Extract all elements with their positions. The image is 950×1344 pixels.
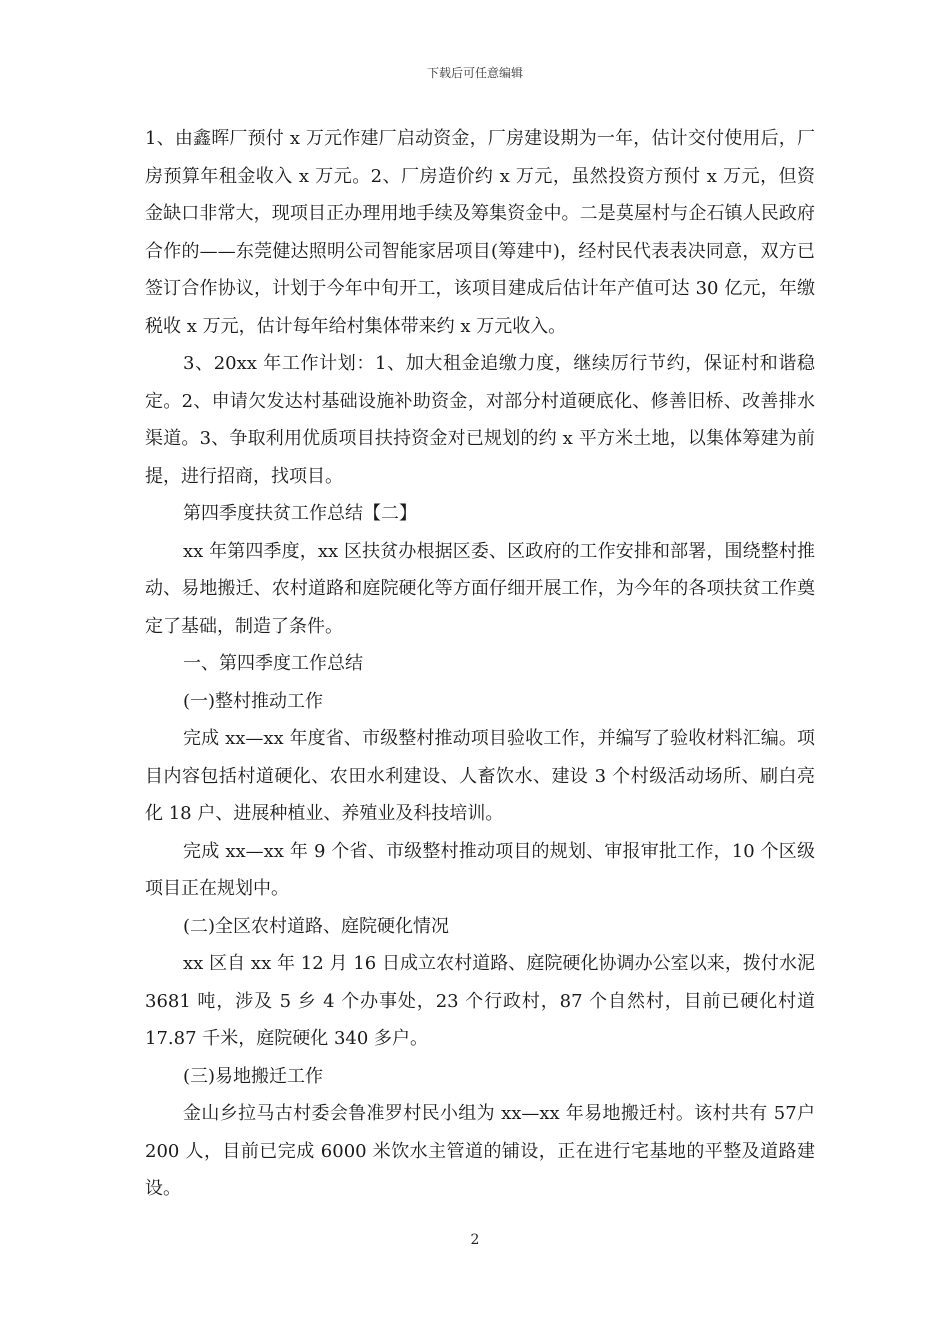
paragraph: xx 年第四季度，xx 区扶贫办根据区委、区政府的工作安排和部署，围绕整村推动、易地搬迁、农村道路和庭院硬化等方面仔细开展工作，为今年的各项扶贫工作奠定了基础，制造了条件。: [145, 540, 815, 637]
section-heading: 第四季度扶贫工作总结【二】: [183, 503, 417, 524]
paragraph: 金山乡拉马古村委会鲁准罗村民小组为 xx—xx 年易地搬迁村。该村共有 57户 200 人，目前已完成 6000 米饮水主管道的铺设，正在进行宅基地的平整及道路建设。: [145, 1103, 815, 1199]
paragraph: 3、20xx 年工作计划：1、加大租金追缴力度，继续厉行节约，保证村和谐稳定。2、申请欠发达村基础设施补助资金，对部分村道硬底化、修善旧桥、改善排水渠道。3、争取利用优质项目扶持资金对已规划的约 x 平方米土地，以集体筹建为前提，进行招商，找项目。: [145, 353, 815, 487]
subsection-heading: (三)易地搬迁工作: [183, 1065, 324, 1087]
document-body: [145, 120, 815, 1208]
page-number: 2: [470, 1232, 480, 1248]
section-heading: 一、第四季度工作总结: [183, 653, 363, 674]
paragraph: xx 区自 xx 年 12 月 16 日成立农村道路、庭院硬化协调办公室以来，拨付水泥 3681 吨，涉及 5 乡 4 个办事处，23 个行政村，87 个自然村，目前已硬化村道17.87 千米，庭院硬化 340 多户。: [145, 953, 815, 1049]
subsection-heading: (一)整村推动工作: [183, 690, 324, 712]
paragraph: 完成 xx—xx 年 9 个省、市级整村推动项目的规划、审报审批工作，10 个区级项目正在规划中。: [145, 840, 815, 899]
subsection-heading: (二)全区农村道路、庭院硬化情况: [183, 915, 450, 937]
page-header: 下载后可任意编辑: [426, 66, 523, 80]
paragraph: 完成 xx—xx 年度省、市级整村推动项目验收工作，并编写了验收材料汇编。项目内容包括村道硬化、农田水利建设、人畜饮水、建设 3 个村级活动场所、刷白亮化 18 户、进展种植业、养殖业及科技培训。: [145, 728, 815, 824]
paragraph: 1、由鑫晖厂预付 x 万元作建厂启动资金，厂房建设期为一年，估计交付使用后，厂房预算年租金收入 x 万元。2、厂房造价约 x 万元，虽然投资方预付 x 万元，但资金缺口非常大，现项目正办理用地手续及筹集资金中。二是莫屋村与企石镇人民政府合作的——东莞健达照明公司智能家居项目(筹建中)，经村民代表表决同意，双方已签订合作协议，计划于今年中旬开工，该项目建成后估计年产值可达 30 亿元，年缴税收 x 万元，估计每年给村集体带来约 x 万元收入。: [145, 128, 815, 337]
